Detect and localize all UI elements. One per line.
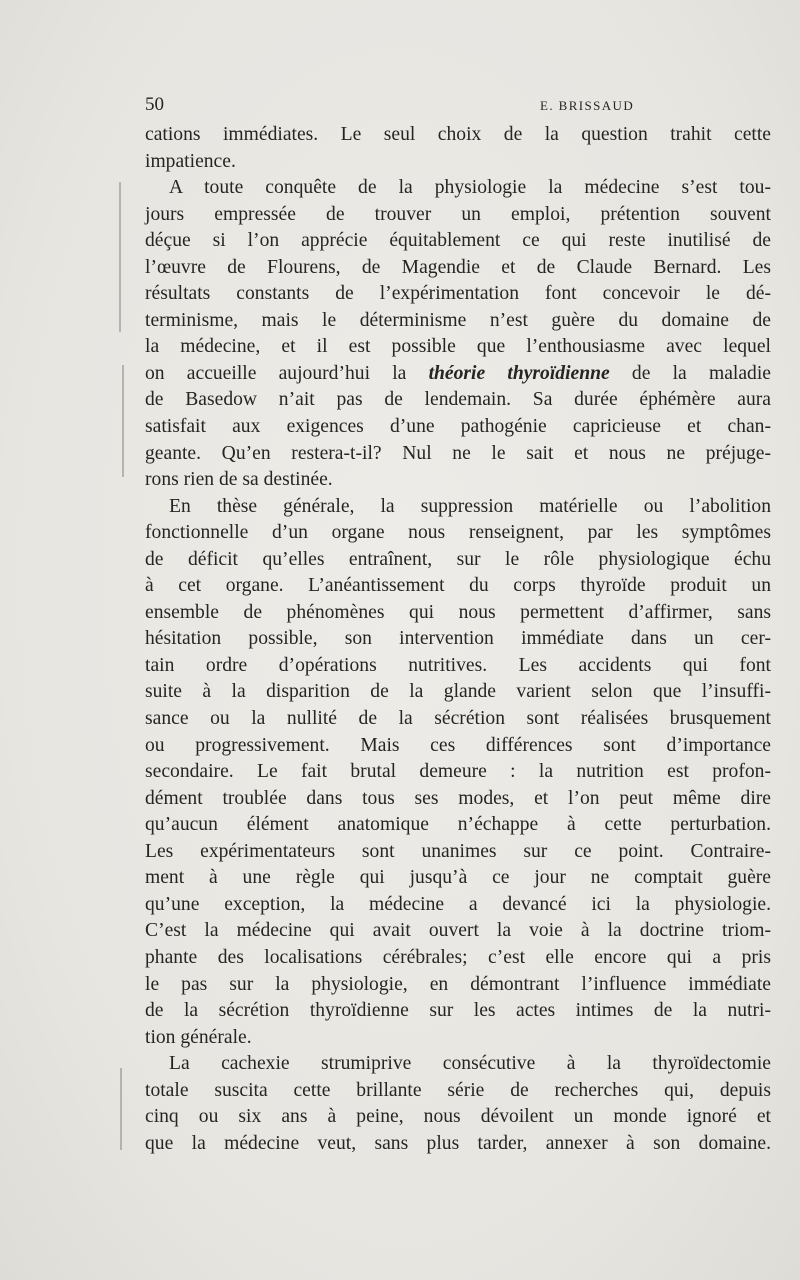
text-line: impatience. bbox=[145, 150, 236, 172]
text-line: jours empressée de trouver un emploi, prétention souvent bbox=[145, 203, 771, 225]
text-line: geante. Qu’en restera-t-il? Nul ne le sait et nous ne préjuge- bbox=[145, 442, 771, 464]
text-line: la médecine, et il est possible que l’enthousiasme avec lequel bbox=[145, 336, 771, 358]
text-line: à cet organe. L’anéantissement du corps thyroïde produit un bbox=[145, 575, 771, 597]
text-segment: de la maladie bbox=[609, 362, 771, 384]
text-line: satisfait aux exigences d’une pathogénie capricieuse et chan- bbox=[145, 416, 771, 438]
paragraph bbox=[145, 175, 771, 494]
text-line: que la médecine veut, sans plus tarder, annexer à son domaine. bbox=[145, 1132, 771, 1154]
text-line: C’est la médecine qui avait ouvert la voie à la doctrine triom- bbox=[145, 920, 771, 942]
text-line: de Basedow n’ait pas de lendemain. Sa durée éphémère aura bbox=[145, 389, 771, 411]
text-line: hésitation possible, son intervention immédiate dans un cer- bbox=[145, 628, 771, 650]
text-line: tion générale. bbox=[145, 1026, 252, 1048]
margin-pencil-mark bbox=[120, 1068, 122, 1150]
text-line: cinq ou six ans à peine, nous dévoilent un monde ignoré et bbox=[145, 1106, 771, 1128]
text-line: ment à une règle qui jusqu’à ce jour ne comptait guère bbox=[145, 867, 771, 889]
page-number: 50 bbox=[145, 94, 164, 115]
paragraph bbox=[145, 1051, 771, 1157]
text-line: déçue si l’on apprécie équitablement ce qui reste inutilisé de bbox=[145, 230, 771, 252]
paragraph bbox=[145, 122, 771, 175]
text-line: fonctionnelle d’un organe nous renseignent, par les symptômes bbox=[145, 522, 771, 544]
emphasized-term: théorie thyroïdienne bbox=[428, 362, 610, 384]
text-line: En thèse générale, la suppression matérielle ou l’abolition bbox=[169, 495, 771, 517]
text-line: ensemble de phénomènes qui nous permettent d’affirmer, sans bbox=[145, 601, 771, 623]
text-line: de la sécrétion thyroïdienne sur les actes intimes de la nutri- bbox=[145, 1000, 771, 1022]
text-segment: on accueille aujourd’hui la bbox=[145, 362, 429, 384]
text-line: suite à la disparition de la glande varient selon que l’insuffi- bbox=[145, 681, 771, 703]
text-line bbox=[145, 361, 771, 388]
text-line: terminisme, mais le déterminisme n’est guère du domaine de bbox=[145, 309, 771, 331]
text-line: l’œuvre de Flourens, de Magendie et de Claude Bernard. Les bbox=[145, 256, 771, 278]
paragraph bbox=[145, 494, 771, 1051]
page-header bbox=[145, 94, 785, 116]
text-line: Les expérimentateurs sont unanimes sur ce point. Contraire- bbox=[145, 840, 771, 862]
text-line: qu’une exception, la médecine a devancé ici la physiologie. bbox=[145, 893, 771, 915]
text-line: résultats constants de l’expérimentation font concevoir le dé- bbox=[145, 283, 771, 305]
text-line: A toute conquête de la physiologie la médecine s’est tou- bbox=[169, 177, 771, 199]
running-head: E. BRISSAUD bbox=[540, 98, 635, 113]
text-line: cations immédiates. Le seul choix de la question trahit cette bbox=[145, 124, 771, 145]
text-line: ou progressivement. Mais ces différences sont d’importance bbox=[145, 734, 771, 756]
text-line: totale suscita cette brillante série de recherches qui, depuis bbox=[145, 1079, 771, 1101]
text-line: tain ordre d’opérations nutritives. Les accidents qui font bbox=[145, 654, 771, 676]
margin-pencil-mark bbox=[122, 365, 124, 477]
margin-pencil-mark bbox=[119, 182, 121, 332]
text-line: qu’aucun élément anatomique n’échappe à cette perturbation. bbox=[145, 814, 771, 836]
text-line: secondaire. Le fait brutal demeure : la nutrition est profon- bbox=[145, 761, 771, 783]
text-line: de déficit qu’elles entraînent, sur le rôle physiologique échu bbox=[145, 548, 771, 570]
body-text bbox=[145, 122, 771, 1157]
text-line: dément troublée dans tous ses modes, et l’on peut même dire bbox=[145, 787, 771, 809]
text-line: rons rien de sa destinée. bbox=[145, 469, 333, 491]
text-line: La cachexie strumiprive consécutive à la thyroïdectomie bbox=[169, 1053, 771, 1075]
text-line: le pas sur la physiologie, en démontrant l’influence immédiate bbox=[145, 973, 771, 995]
text-line: sance ou la nullité de la sécrétion sont réalisées brusquement bbox=[145, 708, 771, 730]
text-line: phante des localisations cérébrales; c’est elle encore qui a pris bbox=[145, 946, 771, 968]
